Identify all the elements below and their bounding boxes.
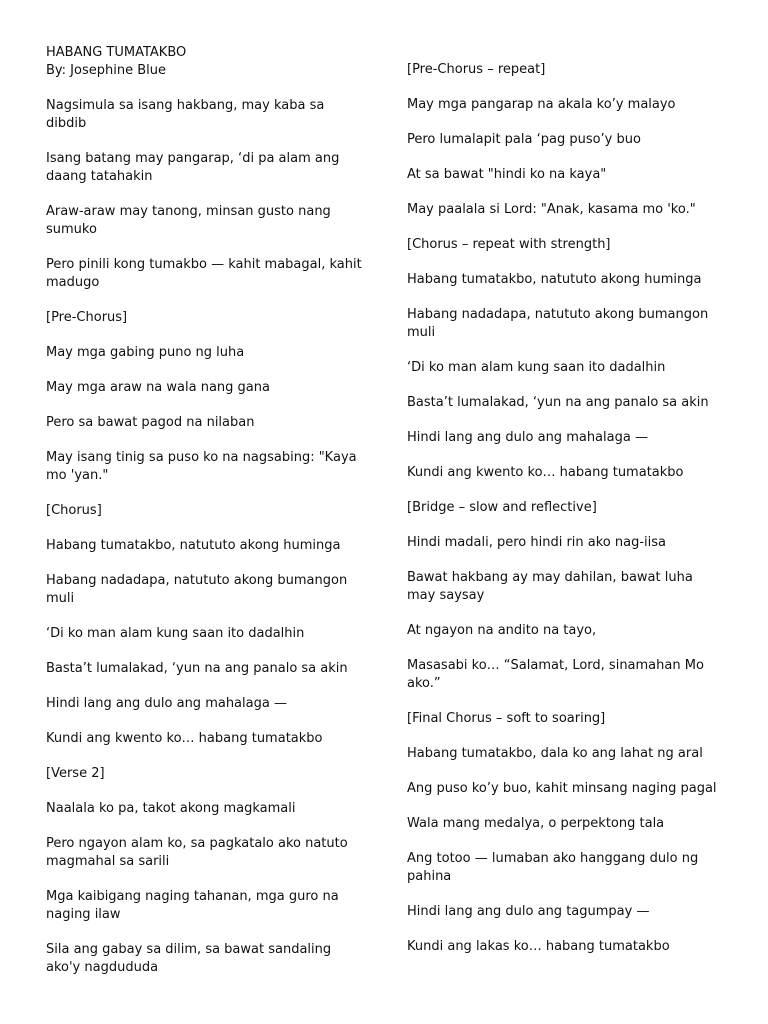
lyric-line: Habang tumatakbo, dala ko ang lahat ng aral bbox=[407, 746, 703, 761]
lyric-line: May isang tinig sa puso ko na nagsabing: "Kaya mo 'yan." bbox=[46, 450, 357, 483]
section-heading: [Chorus] bbox=[46, 503, 102, 518]
right-column bbox=[407, 44, 723, 973]
lyric-line: Pero pinili kong tumakbo — kahit mabagal, kahit madugo bbox=[46, 257, 362, 290]
lyric-line: At ngayon na andito na tayo, bbox=[407, 623, 597, 638]
song-title: HABANG TUMATAKBO bbox=[46, 45, 187, 60]
left-column bbox=[46, 44, 366, 994]
lyric-line: May paalala si Lord: "Anak, kasama mo 'ko." bbox=[407, 202, 696, 217]
lyric-line: Mga kaibigang naging tahanan, mga guro na naging ilaw bbox=[46, 889, 339, 922]
section-heading: [Chorus – repeat with strength] bbox=[407, 237, 611, 252]
lyric-line: Hindi lang ang dulo ang tagumpay — bbox=[407, 904, 650, 919]
lyric-line: Kundi ang lakas ko… habang tumatakbo bbox=[407, 939, 670, 954]
lyric-line: Ang totoo — lumaban ako hanggang dulo ng pahina bbox=[407, 851, 699, 884]
lyric-line: Kundi ang kwento ko… habang tumatakbo bbox=[46, 731, 323, 746]
lyric-line: Habang tumatakbo, natututo akong huminga bbox=[46, 538, 341, 553]
lyric-line: At sa bawat "hindi ko na kaya" bbox=[407, 167, 607, 182]
lyric-line: Sila ang gabay sa dilim, sa bawat sandaling ako'y nagdududa bbox=[46, 942, 332, 975]
lyric-line: Habang nadadapa, natututo akong bumangon muli bbox=[407, 307, 709, 340]
lyric-line: Basta’t lumalakad, ‘yun na ang panalo sa akin bbox=[407, 395, 709, 410]
lyric-line: Kundi ang kwento ko… habang tumatakbo bbox=[407, 465, 684, 480]
lyric-line: May mga pangarap na akala ko’y malayo bbox=[407, 97, 676, 112]
lyric-line: Araw-araw may tanong, minsan gusto nang sumuko bbox=[46, 204, 331, 237]
lyric-line: Nagsimula sa isang hakbang, may kaba sa dibdib bbox=[46, 98, 325, 131]
lyric-line: Masasabi ko… “Salamat, Lord, sinamahan Mo ako.” bbox=[407, 658, 704, 691]
section-heading: [Pre-Chorus] bbox=[46, 310, 128, 325]
lyric-line: Bawat hakbang ay may dahilan, bawat luha may saysay bbox=[407, 570, 693, 603]
lyric-line: May mga araw na wala nang gana bbox=[46, 380, 270, 395]
lyric-line: ‘Di ko man alam kung saan ito dadalhin bbox=[46, 626, 305, 641]
lyric-line: ‘Di ko man alam kung saan ito dadalhin bbox=[407, 360, 666, 375]
lyric-line: Pero sa bawat pagod na nilaban bbox=[46, 415, 255, 430]
lyric-line: Habang tumatakbo, natututo akong huminga bbox=[407, 272, 702, 287]
lyric-line: Basta’t lumalakad, ‘yun na ang panalo sa akin bbox=[46, 661, 348, 676]
lyric-line: Ang puso ko’y buo, kahit minsang naging pagal bbox=[407, 781, 717, 796]
lyric-line: Wala mang medalya, o perpektong tala bbox=[407, 816, 665, 831]
section-heading: [Pre-Chorus – repeat] bbox=[407, 62, 546, 77]
lyric-line: May mga gabing puno ng luha bbox=[46, 345, 245, 360]
section-heading: [Final Chorus – soft to soaring] bbox=[407, 711, 606, 726]
lyric-line: Hindi lang ang dulo ang mahalaga — bbox=[407, 430, 648, 445]
lyric-line: Hindi lang ang dulo ang mahalaga — bbox=[46, 696, 287, 711]
lyric-line: Naalala ko pa, takot akong magkamali bbox=[46, 801, 296, 816]
lyric-line: Isang batang may pangarap, ‘di pa alam ang daang tatahakin bbox=[46, 151, 340, 184]
lyric-line: Hindi madali, pero hindi rin ako nag-iisa bbox=[407, 535, 666, 550]
lyric-line: Pero ngayon alam ko, sa pagkatalo ako natuto magmahal sa sarili bbox=[46, 836, 348, 869]
lyric-line: Pero lumalapit pala ‘pag puso’y buo bbox=[407, 132, 641, 147]
section-heading: [Bridge – slow and reflective] bbox=[407, 500, 597, 515]
section-heading: [Verse 2] bbox=[46, 766, 105, 781]
lyric-line: Habang nadadapa, natututo akong bumangon muli bbox=[46, 573, 348, 606]
song-author: By: Josephine Blue bbox=[46, 63, 166, 78]
